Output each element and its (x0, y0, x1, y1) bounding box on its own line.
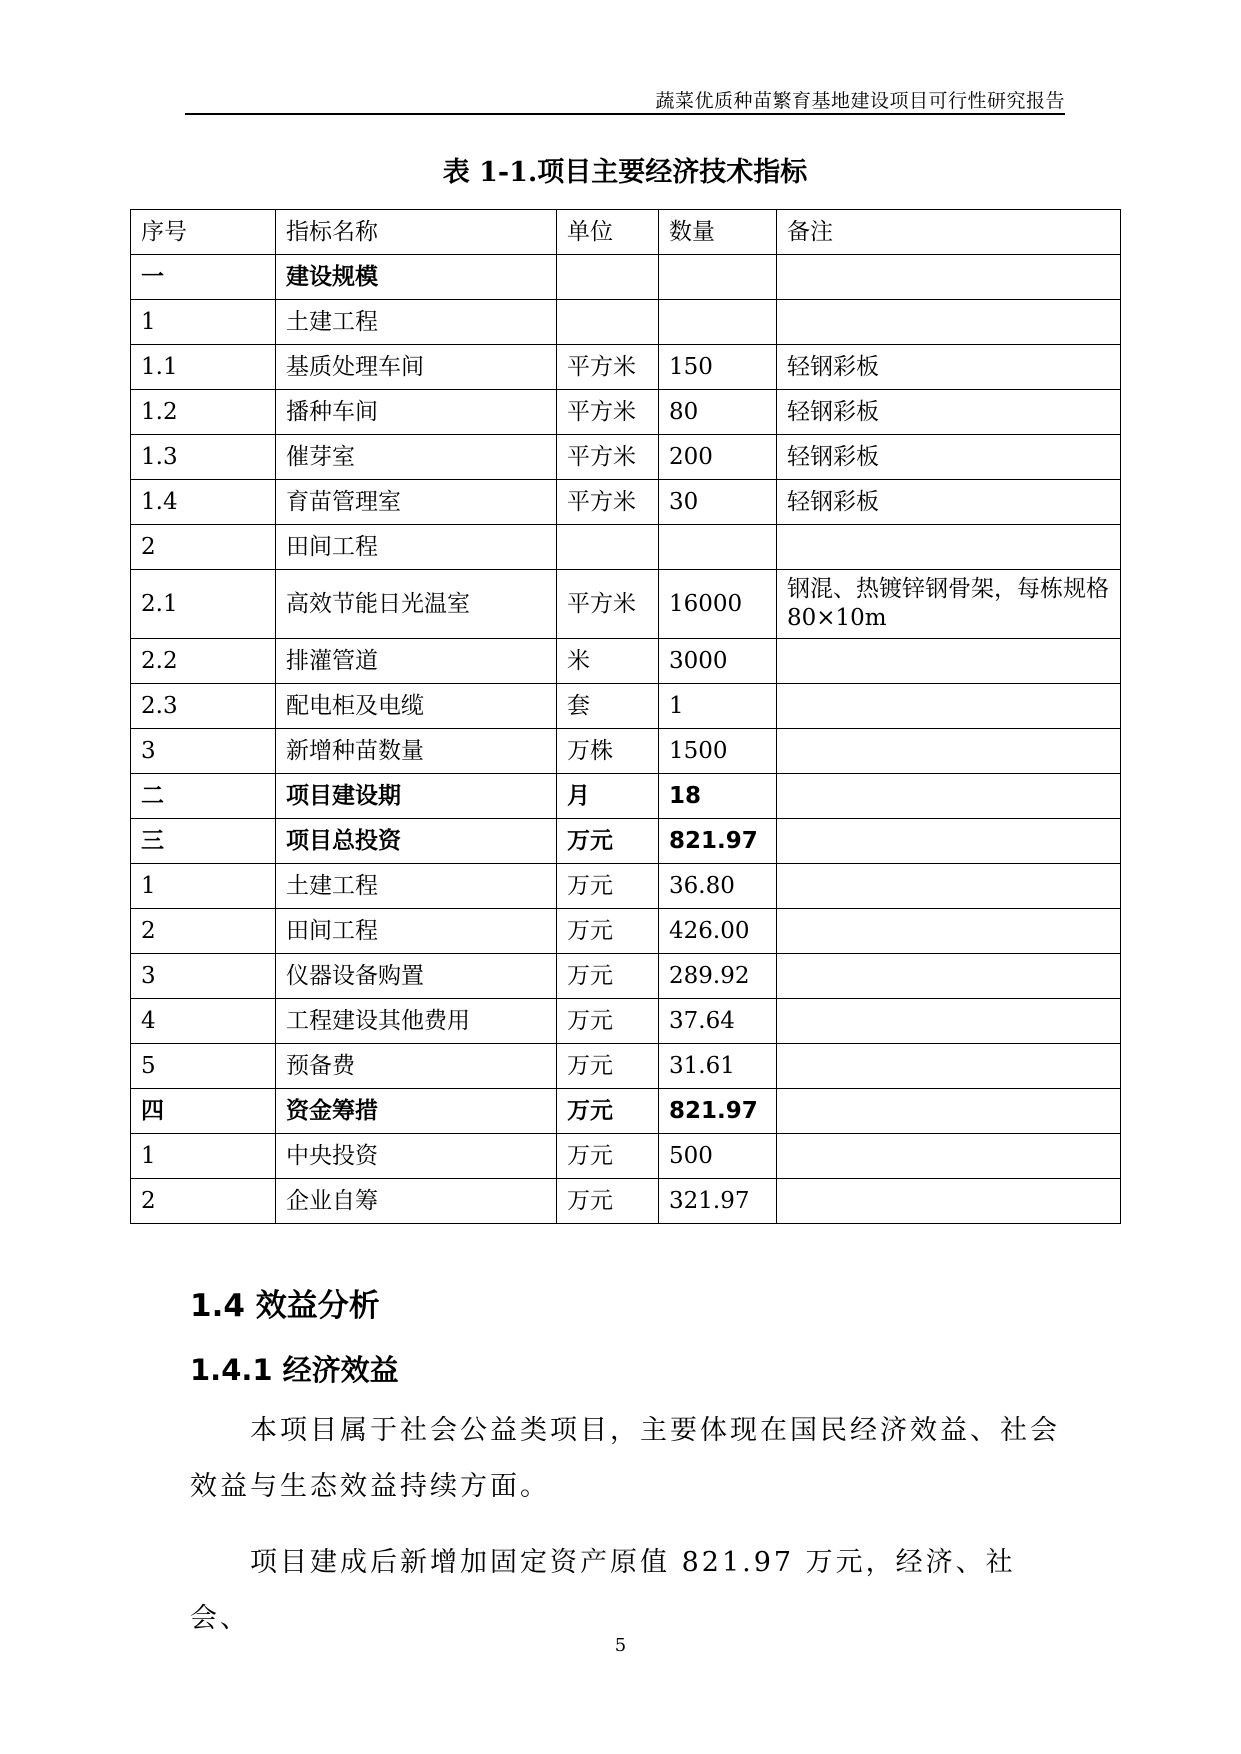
cell-qty: 821.97 (659, 1089, 777, 1134)
cell-note (777, 1089, 1121, 1134)
cell-qty: 821.97 (659, 819, 777, 864)
cell-unit: 平方米 (557, 480, 659, 525)
table-row (131, 1044, 1121, 1089)
cell-unit: 万元 (557, 1044, 659, 1089)
cell-unit: 万元 (557, 999, 659, 1044)
column-header-qty: 数量 (659, 210, 777, 255)
table-row (131, 864, 1121, 909)
cell-unit: 万元 (557, 864, 659, 909)
subsection-heading: 1.4.1 经济效益 (190, 1353, 399, 1387)
cell-note (777, 1179, 1121, 1224)
cell-unit: 套 (557, 684, 659, 729)
cell-qty: 321.97 (659, 1179, 777, 1224)
body-paragraph: 项目建成后新增加固定资产原值 821.97 万元，经济、社会、 (190, 1547, 1016, 1634)
cell-no: 1.1 (131, 345, 276, 390)
cell-note (777, 774, 1121, 819)
cell-no: 1 (131, 864, 276, 909)
column-header-name: 指标名称 (276, 210, 557, 255)
cell-note: 轻钢彩板 (777, 480, 1121, 525)
cell-qty: 500 (659, 1134, 777, 1179)
table-row (131, 819, 1121, 864)
cell-qty: 36.80 (659, 864, 777, 909)
cell-no: 1.2 (131, 390, 276, 435)
cell-note (777, 729, 1121, 774)
cell-name: 工程建设其他费用 (276, 999, 557, 1044)
cell-name: 配电柜及电缆 (276, 684, 557, 729)
cell-no: 2.2 (131, 639, 276, 684)
cell-no: 2.3 (131, 684, 276, 729)
cell-name: 基质处理车间 (276, 345, 557, 390)
table-row (131, 774, 1121, 819)
cell-unit: 月 (557, 774, 659, 819)
table-row (131, 480, 1121, 525)
table-row (131, 999, 1121, 1044)
cell-name: 新增种苗数量 (276, 729, 557, 774)
cell-qty: 30 (659, 480, 777, 525)
cell-qty: 289.92 (659, 954, 777, 999)
cell-qty: 150 (659, 345, 777, 390)
running-header: 蔬菜优质种苗繁育基地建设项目可行性研究报告 (655, 90, 1065, 112)
cell-name: 企业自筹 (276, 1179, 557, 1224)
cell-qty: 16000 (659, 570, 777, 639)
table-body (131, 255, 1121, 1224)
cell-unit (557, 255, 659, 300)
cell-unit: 万元 (557, 819, 659, 864)
cell-no: 4 (131, 999, 276, 1044)
cell-unit: 米 (557, 639, 659, 684)
cell-qty: 80 (659, 390, 777, 435)
cell-name: 排灌管道 (276, 639, 557, 684)
body-paragraph: 本项目属于社会公益类项目，主要体现在国民经济效益、社会效益与生态效益持续方面。 (190, 1415, 1060, 1502)
page-number: 5 (614, 1635, 627, 1656)
table-row (131, 1179, 1121, 1224)
cell-no: 1.3 (131, 435, 276, 480)
cell-no: 三 (131, 819, 276, 864)
cell-name: 项目总投资 (276, 819, 557, 864)
cell-note (777, 1134, 1121, 1179)
cell-no: 3 (131, 729, 276, 774)
cell-no: 一 (131, 255, 276, 300)
table-row (131, 639, 1121, 684)
table-row (131, 300, 1121, 345)
cell-name: 预备费 (276, 1044, 557, 1089)
cell-note: 钢混、热镀锌钢骨架，每栋规格 80×10m (777, 570, 1121, 639)
cell-qty: 37.64 (659, 999, 777, 1044)
cell-note (777, 525, 1121, 570)
column-header-no: 序号 (131, 210, 276, 255)
cell-qty: 426.00 (659, 909, 777, 954)
cell-qty (659, 255, 777, 300)
cell-unit: 平方米 (557, 435, 659, 480)
cell-note (777, 300, 1121, 345)
cell-unit: 万元 (557, 1179, 659, 1224)
cell-qty: 18 (659, 774, 777, 819)
table-row (131, 729, 1121, 774)
cell-note (777, 819, 1121, 864)
cell-unit (557, 525, 659, 570)
cell-note (777, 954, 1121, 999)
cell-name: 项目建设期 (276, 774, 557, 819)
cell-unit (557, 300, 659, 345)
cell-name: 土建工程 (276, 300, 557, 345)
cell-note: 轻钢彩板 (777, 390, 1121, 435)
cell-qty: 200 (659, 435, 777, 480)
cell-note (777, 684, 1121, 729)
cell-qty (659, 525, 777, 570)
cell-unit: 平方米 (557, 345, 659, 390)
cell-no: 四 (131, 1089, 276, 1134)
table-row (131, 954, 1121, 999)
cell-note: 轻钢彩板 (777, 345, 1121, 390)
cell-no: 2.1 (131, 570, 276, 639)
cell-qty: 1500 (659, 729, 777, 774)
cell-unit: 万元 (557, 954, 659, 999)
cell-unit: 万元 (557, 909, 659, 954)
cell-note (777, 1044, 1121, 1089)
table-row (131, 1089, 1121, 1134)
cell-name: 田间工程 (276, 909, 557, 954)
column-header-unit: 单位 (557, 210, 659, 255)
table-row (131, 684, 1121, 729)
cell-name: 资金筹措 (276, 1089, 557, 1134)
cell-name: 育苗管理室 (276, 480, 557, 525)
cell-unit: 万株 (557, 729, 659, 774)
cell-unit: 万元 (557, 1134, 659, 1179)
table-row (131, 390, 1121, 435)
cell-name: 高效节能日光温室 (276, 570, 557, 639)
cell-qty (659, 300, 777, 345)
table-row (131, 570, 1121, 639)
cell-no: 2 (131, 525, 276, 570)
table-row (131, 909, 1121, 954)
cell-no: 1 (131, 300, 276, 345)
cell-name: 中央投资 (276, 1134, 557, 1179)
cell-no: 3 (131, 954, 276, 999)
cell-note (777, 255, 1121, 300)
table-title: 表 1-1.项目主要经济技术指标 (442, 157, 808, 188)
cell-name: 仪器设备购置 (276, 954, 557, 999)
cell-qty: 3000 (659, 639, 777, 684)
cell-name: 田间工程 (276, 525, 557, 570)
cell-note: 轻钢彩板 (777, 435, 1121, 480)
section-heading: 1.4 效益分析 (190, 1288, 380, 1324)
cell-unit: 平方米 (557, 570, 659, 639)
cell-note (777, 864, 1121, 909)
indicators-table (130, 209, 1121, 1224)
cell-note (777, 999, 1121, 1044)
cell-note (777, 639, 1121, 684)
table-row (131, 1134, 1121, 1179)
cell-no: 1 (131, 1134, 276, 1179)
cell-no: 二 (131, 774, 276, 819)
cell-no: 2 (131, 1179, 276, 1224)
cell-qty: 31.61 (659, 1044, 777, 1089)
cell-unit: 平方米 (557, 390, 659, 435)
cell-unit: 万元 (557, 1089, 659, 1134)
column-header-note: 备注 (777, 210, 1121, 255)
cell-no: 5 (131, 1044, 276, 1089)
header-rule (185, 113, 1065, 115)
table-row (131, 435, 1121, 480)
cell-name: 建设规模 (276, 255, 557, 300)
table-row (131, 345, 1121, 390)
table-row (131, 255, 1121, 300)
cell-no: 1.4 (131, 480, 276, 525)
cell-no: 2 (131, 909, 276, 954)
cell-name: 播种车间 (276, 390, 557, 435)
cell-name: 土建工程 (276, 864, 557, 909)
table-row (131, 525, 1121, 570)
cell-name: 催芽室 (276, 435, 557, 480)
table-header-row (131, 210, 1121, 255)
cell-note (777, 909, 1121, 954)
cell-qty: 1 (659, 684, 777, 729)
